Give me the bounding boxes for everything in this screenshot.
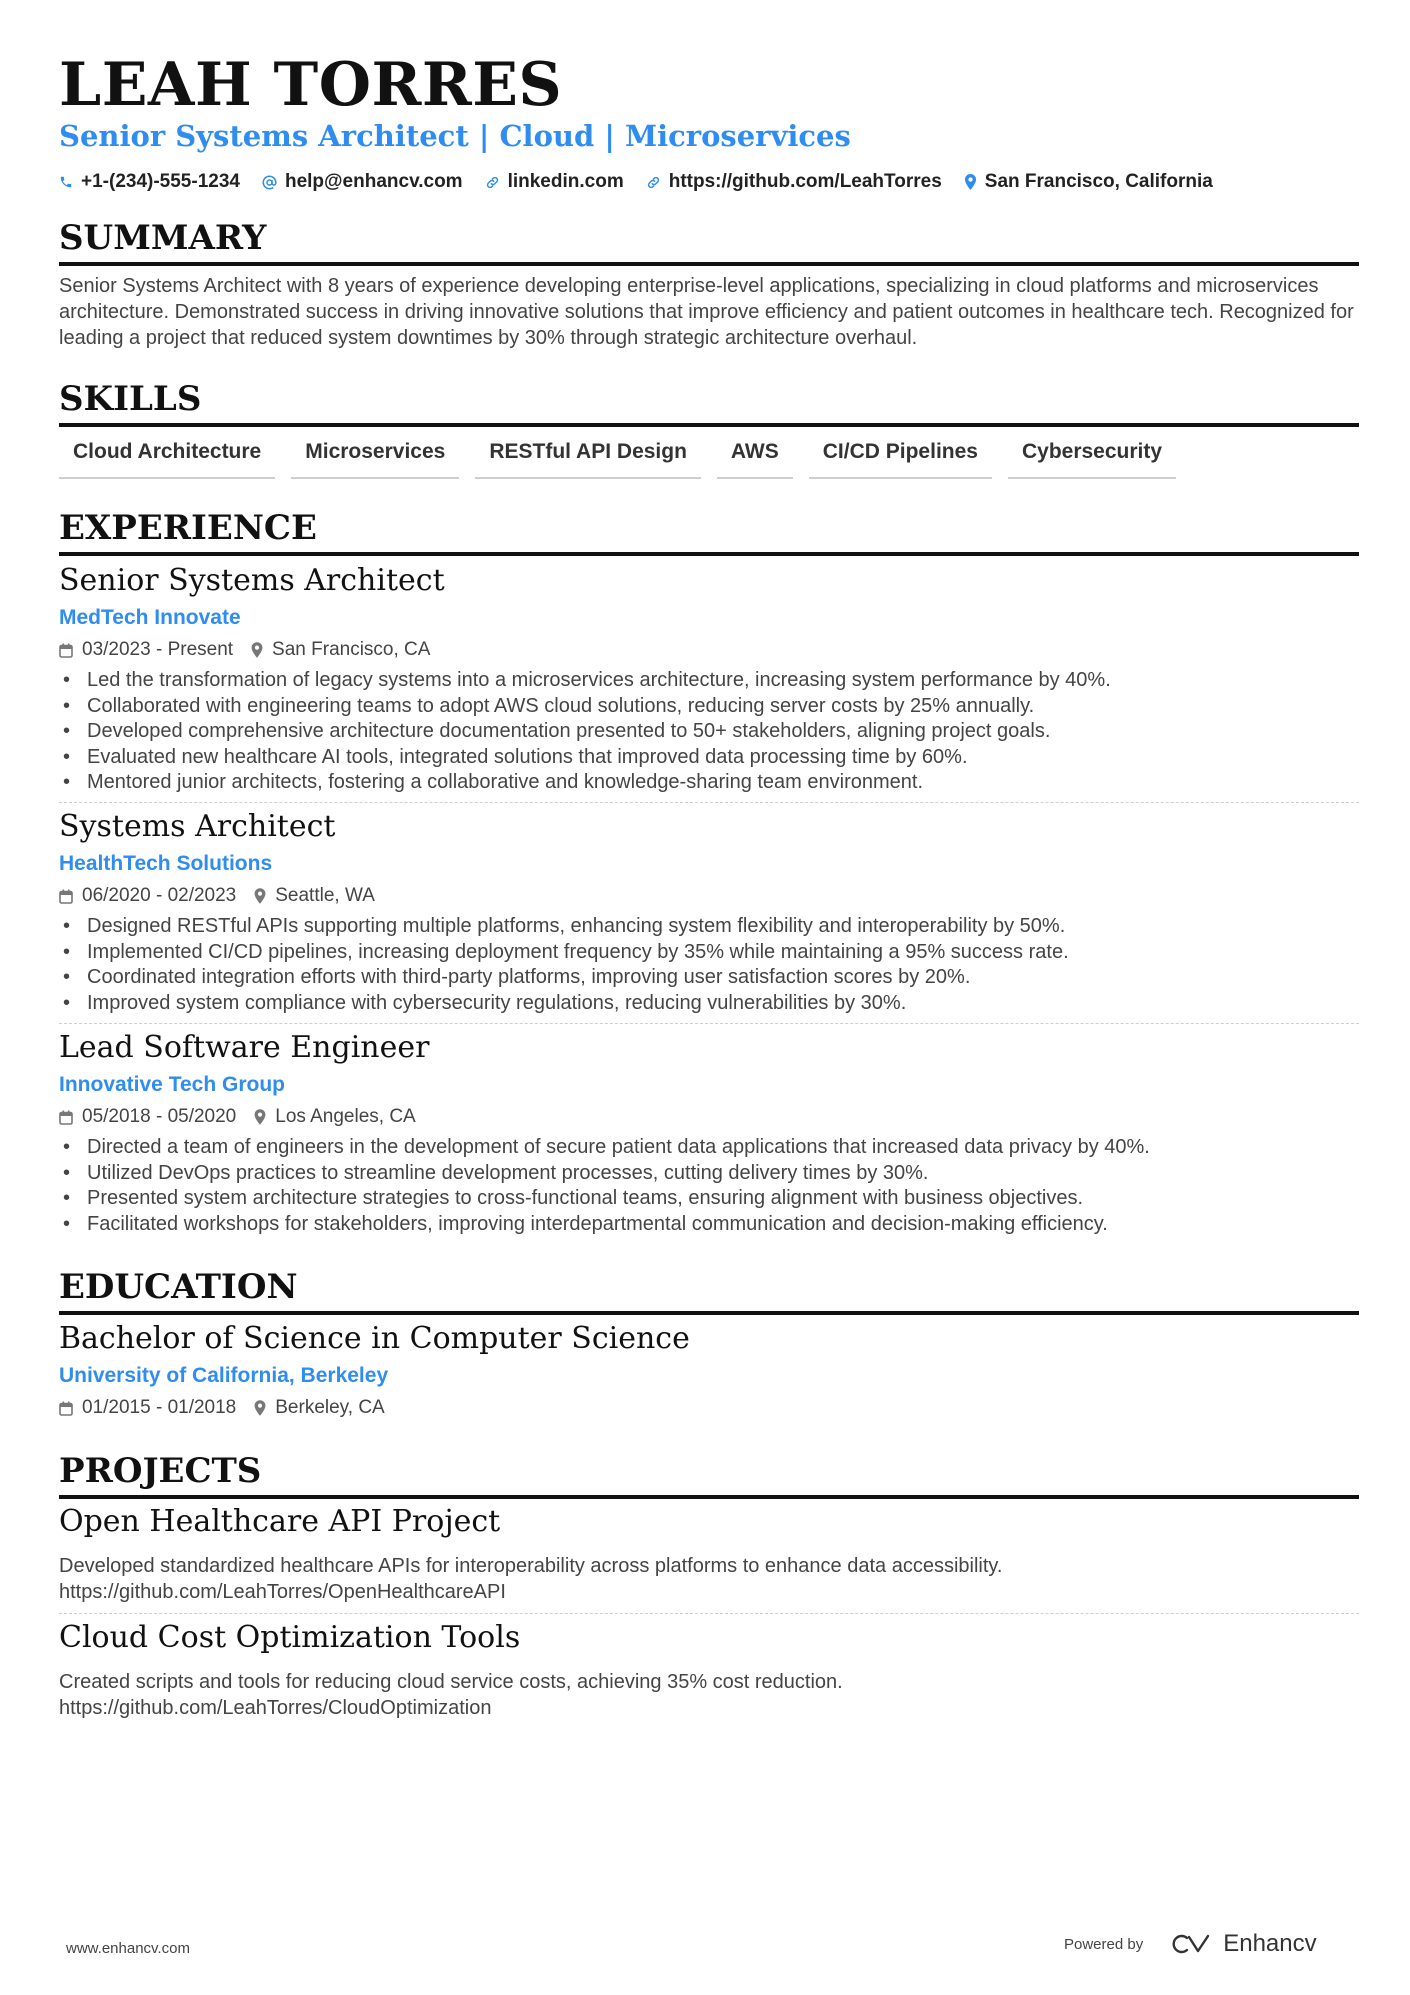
project-description: Created scripts and tools for reducing cloud service costs, achieving 35% cost reduction. bbox=[59, 1671, 843, 1693]
job-bullet: • Facilitated workshops for stakeholders, improving interdepartmental communication and decision-making efficiency. bbox=[59, 1212, 1359, 1238]
job-dates-text: 06/2020 - 02/2023 bbox=[82, 885, 237, 906]
job-location-text: San Francisco, CA bbox=[272, 639, 431, 660]
candidate-tagline: Senior Systems Architect | Cloud | Microservices bbox=[59, 119, 851, 153]
job-location-text: Seattle, WA bbox=[275, 885, 375, 906]
job-dates-text: 03/2023 - Present bbox=[82, 639, 234, 660]
summary-text: Senior Systems Architect with 8 years of experience developing enterprise-level applications, specializing in cloud platforms and microservices architecture. Demonstrated success in driving innovative solutions that improve efficiency and patient outcomes in healthcare tech. Recognized for leading a project that reduced system downtimes by 30% through strategic architecture overhaul. bbox=[59, 275, 1354, 349]
entry-divider bbox=[59, 802, 1359, 803]
education-dates bbox=[59, 1394, 236, 1422]
project-link[interactable]: https://github.com/LeahTorres/OpenHealthcareAPI bbox=[59, 1581, 506, 1603]
location-pin-icon bbox=[251, 642, 263, 658]
project-description: Developed standardized healthcare APIs for interoperability across platforms to enhance data accessibility. bbox=[59, 1555, 1003, 1577]
phone-icon bbox=[59, 175, 73, 189]
skill-tag: RESTful API Design bbox=[475, 437, 701, 479]
job-bullet: • Led the transformation of legacy systems into a microservices architecture, increasing system performance by 40%. bbox=[59, 668, 1359, 694]
job-title: Lead Software Engineer bbox=[59, 1030, 430, 1065]
contact-email-text: help@enhancv.com bbox=[284, 171, 463, 192]
project-title: Open Healthcare API Project bbox=[59, 1504, 501, 1539]
entry-divider bbox=[59, 1023, 1359, 1024]
contact-location-text: San Francisco, California bbox=[984, 171, 1213, 192]
entry-divider bbox=[59, 1613, 1359, 1614]
section-title-experience: EXPERIENCE bbox=[59, 506, 1359, 556]
location-pin-icon bbox=[964, 174, 977, 190]
skill-tag: Cloud Architecture bbox=[59, 437, 275, 479]
link-icon bbox=[646, 175, 661, 190]
job-location bbox=[254, 1103, 415, 1131]
company-name[interactable]: Innovative Tech Group bbox=[59, 1073, 285, 1096]
location-pin-icon bbox=[254, 1109, 266, 1125]
project-title: Cloud Cost Optimization Tools bbox=[59, 1620, 521, 1655]
job-bullet: • Improved system compliance with cybersecurity regulations, reducing vulnerabilities by 30%. bbox=[59, 991, 1359, 1017]
company-name[interactable]: MedTech Innovate bbox=[59, 606, 241, 629]
job-bullet: • Coordinated integration efforts with third-party platforms, improving user satisfaction scores by 20%. bbox=[59, 965, 1359, 991]
education-meta bbox=[59, 1394, 1359, 1422]
job-dates bbox=[59, 636, 233, 664]
education-location bbox=[254, 1394, 384, 1422]
skill-tag: AWS bbox=[717, 437, 793, 479]
degree-title: Bachelor of Science in Computer Science bbox=[59, 1321, 690, 1356]
school-name[interactable]: University of California, Berkeley bbox=[59, 1364, 389, 1387]
job-bullet: • Designed RESTful APIs supporting multiple platforms, enhancing system flexibility and interoperability by 50%. bbox=[59, 914, 1359, 940]
enhancv-logo[interactable] bbox=[1169, 1930, 1316, 1958]
section-title-skills: SKILLS bbox=[59, 377, 1359, 427]
project-entry bbox=[59, 1503, 1359, 1605]
experience-entry bbox=[59, 562, 1359, 796]
job-dates-text: 05/2018 - 05/2020 bbox=[82, 1106, 237, 1127]
footer-website[interactable]: www.enhancv.com bbox=[66, 1940, 190, 1957]
job-location bbox=[251, 636, 430, 664]
job-title: Systems Architect bbox=[59, 809, 336, 844]
experience-entry bbox=[59, 808, 1359, 1016]
contact-linkedin-text: linkedin.com bbox=[507, 171, 624, 192]
experience-entry bbox=[59, 1029, 1359, 1237]
job-bullet: • Directed a team of engineers in the development of secure patient data applications that increased data privacy by 40%. bbox=[59, 1135, 1359, 1161]
contact-github[interactable] bbox=[646, 168, 942, 196]
enhancv-logo-icon bbox=[1169, 1933, 1215, 1955]
project-entry bbox=[59, 1619, 1359, 1721]
calendar-icon bbox=[59, 889, 73, 904]
candidate-name: LEAH TORRES bbox=[59, 50, 563, 120]
contact-bar bbox=[59, 168, 1213, 196]
job-meta bbox=[59, 882, 1359, 910]
job-title: Senior Systems Architect bbox=[59, 563, 445, 598]
section-title-education: EDUCATION bbox=[59, 1265, 1359, 1315]
job-bullet: • Utilized DevOps practices to streamline development processes, cutting delivery times by 30%. bbox=[59, 1161, 1359, 1187]
job-bullet: • Developed comprehensive architecture documentation presented to 50+ stakeholders, aligning project goals. bbox=[59, 719, 1359, 745]
calendar-icon bbox=[59, 1110, 73, 1125]
job-bullet: • Collaborated with engineering teams to adopt AWS cloud solutions, reducing server costs by 25% annually. bbox=[59, 694, 1359, 720]
skill-tag: Microservices bbox=[291, 437, 459, 479]
powered-by-label: Powered by bbox=[1064, 1935, 1144, 1953]
contact-github-text: https://github.com/LeahTorres bbox=[668, 171, 942, 192]
contact-linkedin[interactable] bbox=[485, 168, 624, 196]
job-bullet: • Implemented CI/CD pipelines, increasing deployment frequency by 35% while maintaining a 95% success rate. bbox=[59, 940, 1359, 966]
education-dates-text: 01/2015 - 01/2018 bbox=[82, 1397, 237, 1418]
job-meta bbox=[59, 636, 1359, 664]
job-bullet: • Evaluated new healthcare AI tools, integrated solutions that improved data processing time by 60%. bbox=[59, 745, 1359, 771]
location-pin-icon bbox=[254, 888, 266, 904]
skill-tag: CI/CD Pipelines bbox=[809, 437, 992, 479]
job-bullet: • Presented system architecture strategies to cross-functional teams, ensuring alignment with business objectives. bbox=[59, 1186, 1359, 1212]
contact-phone[interactable] bbox=[59, 168, 240, 196]
location-pin-icon bbox=[254, 1400, 266, 1416]
calendar-icon bbox=[59, 643, 73, 658]
link-icon bbox=[485, 175, 500, 190]
footer-branding bbox=[1064, 1930, 1317, 1958]
job-bullets bbox=[59, 1135, 1359, 1237]
project-link[interactable]: https://github.com/LeahTorres/CloudOptimization bbox=[59, 1697, 492, 1719]
education-entry bbox=[59, 1320, 1359, 1422]
job-bullets bbox=[59, 914, 1359, 1016]
calendar-icon bbox=[59, 1401, 73, 1416]
job-bullets bbox=[59, 668, 1359, 796]
contact-phone-text: +1-(234)-555-1234 bbox=[81, 171, 240, 192]
at-icon bbox=[262, 175, 277, 190]
education-location-text: Berkeley, CA bbox=[275, 1397, 385, 1418]
job-meta bbox=[59, 1103, 1359, 1131]
skills-list bbox=[59, 437, 1176, 479]
job-location bbox=[254, 882, 375, 910]
job-dates bbox=[59, 882, 236, 910]
skill-tag: Cybersecurity bbox=[1008, 437, 1176, 479]
section-title-projects: PROJECTS bbox=[59, 1449, 1359, 1499]
contact-location bbox=[964, 168, 1213, 196]
brand-name: Enhancv bbox=[1223, 1930, 1317, 1957]
job-dates bbox=[59, 1103, 236, 1131]
contact-email[interactable] bbox=[262, 168, 463, 196]
job-location-text: Los Angeles, CA bbox=[275, 1106, 416, 1127]
job-bullet: • Mentored junior architects, fostering a collaborative and knowledge-sharing team environment. bbox=[59, 770, 1359, 796]
company-name[interactable]: HealthTech Solutions bbox=[59, 852, 273, 875]
section-title-summary: SUMMARY bbox=[59, 216, 1359, 266]
